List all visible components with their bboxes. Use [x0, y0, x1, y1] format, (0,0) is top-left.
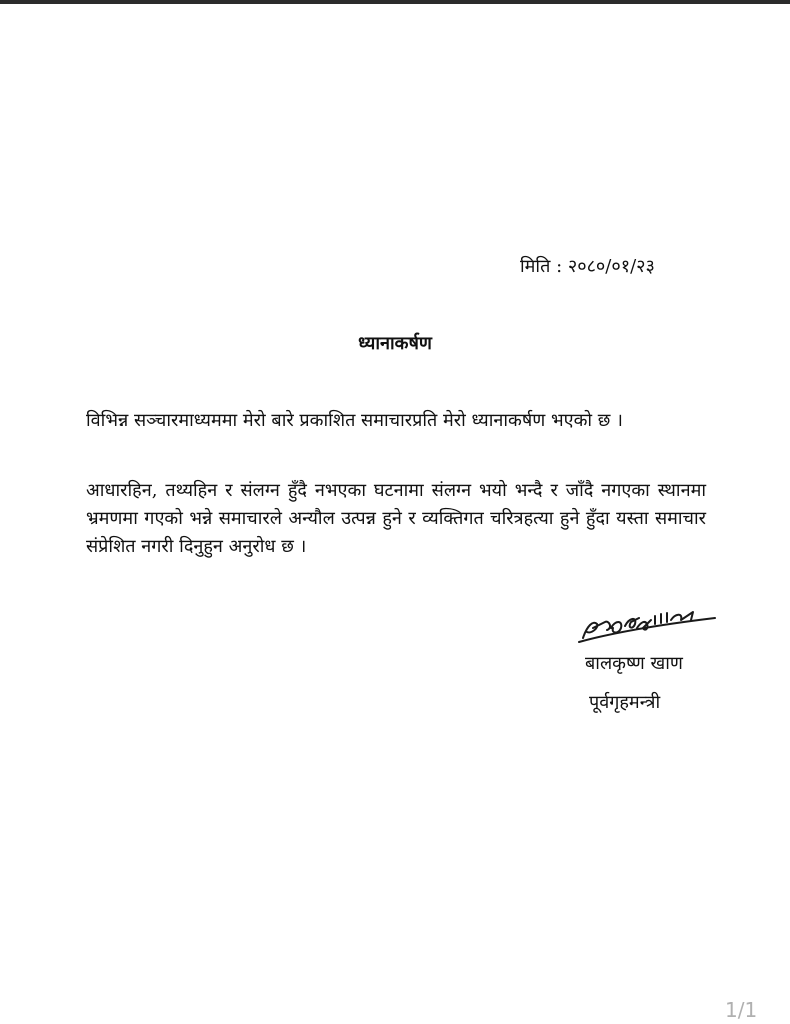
signer-name: बालकृष्ण खाण	[585, 653, 683, 674]
document-date: मिति : २०८०/०१/२३	[520, 256, 655, 277]
paragraph-1: विभिन्न सञ्चारमाध्यममा मेरो बारे प्रकाशित समाचारप्रति मेरो ध्यानाकर्षण भएको छ ।	[86, 410, 623, 431]
document-heading: ध्यानाकर्षण	[358, 333, 432, 354]
handwritten-signature	[575, 598, 725, 648]
paragraph-2: आधारहिन, तथ्यहिन र संलग्न हुँदै नभएका घटनामा संलग्न भयो भन्दै र जाँदै नगएका स्थानमा भ्रमणमा गएको भन्ने समाचारले अन्यौल उत्पन्न हुने र व्यक्तिगत चरित्रहत्या हुने हुँदा यस्ता समाचार संप्रेशित नगरी दिनुहुन अनुरोध छ ।	[86, 480, 706, 557]
page-indicator: 1/1	[725, 998, 758, 1022]
signer-title: पूर्वगृहमन्त्री	[589, 692, 661, 713]
viewer-top-bar	[0, 0, 790, 4]
